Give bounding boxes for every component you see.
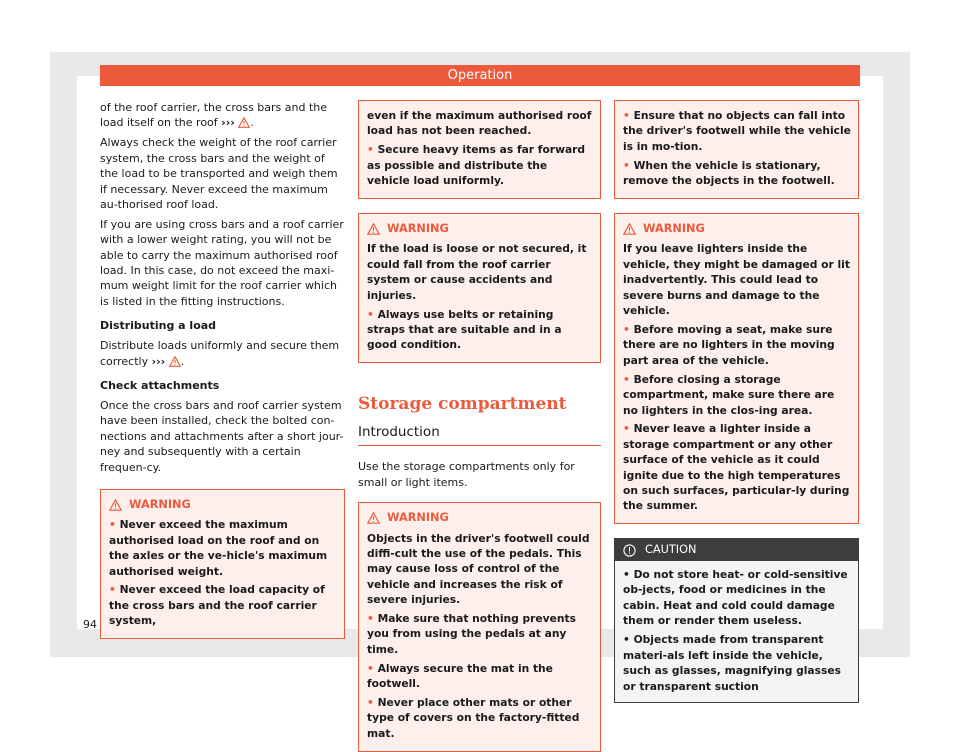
warning-box-continued bbox=[358, 100, 601, 199]
paragraph: If you are using cross bars and a roof carrier with a lower weight rating, you will not be able to carry the maximum authorised roof load. In this case, do not exceed the maxi-mum weight limit for the roof carrier which is listed in the fitting instructions. bbox=[100, 217, 344, 308]
caution-circle-icon bbox=[623, 544, 636, 557]
section-subtitle: Introduction bbox=[358, 423, 601, 446]
warning-label: WARNING bbox=[387, 222, 449, 236]
warning-box-continued bbox=[614, 100, 859, 199]
bullet-item: • Objects made from transparent materi-als left inside the vehicle, such as glasses, magnifying glasses or transparent suction bbox=[623, 633, 841, 693]
warning-header bbox=[367, 221, 593, 236]
column-2 bbox=[358, 100, 601, 752]
bullet-icon: • bbox=[367, 661, 378, 675]
bullet-icon: • bbox=[367, 696, 378, 710]
bullet-item: • Never place other mats or other type of covers on the factory-fitted mat. bbox=[367, 696, 580, 740]
warning-label: WARNING bbox=[387, 511, 449, 525]
bullet-item: • Never exceed the load capacity of the cross bars and the roof carrier system, bbox=[109, 583, 325, 628]
cross-reference-arrows: ››› bbox=[221, 116, 235, 130]
paragraph: Use the storage compartments only for small or light items. bbox=[358, 460, 575, 489]
warning-label: WARNING bbox=[643, 222, 705, 236]
warning-triangle-icon bbox=[367, 512, 380, 524]
paragraph: Always check the weight of the roof carrier system, the cross bars and the weight of the load to be transported and weigh them if necessary. Never exceed the maximum au-thorised roof load. bbox=[100, 136, 338, 211]
page-header: Operation bbox=[100, 65, 860, 86]
page-number: 94 bbox=[83, 618, 97, 631]
warning-triangle-icon bbox=[367, 223, 380, 235]
paragraph: even if the maximum authorised roof load has not been reached. bbox=[367, 109, 592, 138]
bullet-icon: • bbox=[623, 158, 634, 172]
column-3 bbox=[614, 100, 859, 703]
column-1 bbox=[100, 100, 345, 639]
bullet-item: • Before moving a seat, make sure there are no lighters in the moving part area of the vehicle. bbox=[623, 322, 835, 367]
bullet-icon: • bbox=[367, 612, 378, 626]
bullet-icon: • bbox=[623, 109, 634, 122]
paragraph: of the roof carrier, the cross bars and the load itself on the roof ››› . bbox=[100, 101, 328, 130]
cross-reference-arrows: ››› bbox=[151, 354, 166, 368]
bullet-icon: • bbox=[367, 307, 378, 321]
bullet-item: • Ensure that no objects can fall into the driver's footwell while the vehicle is in mo-tion. bbox=[623, 109, 851, 153]
bullet-icon: • bbox=[623, 372, 634, 386]
bullet-item: • Do not store heat- or cold-sensitive ob-jects, food or medicines in the cabin. Heat and cold could damage them or render them useless. bbox=[623, 567, 848, 627]
bullet-item: • Never exceed the maximum authorised load on the roof and on the axles or the ve-hicle's maximum authorised weight. bbox=[109, 518, 328, 578]
bullet-item: • When the vehicle is stationary, remove the objects in the footwell. bbox=[623, 158, 835, 188]
warning-header bbox=[623, 221, 851, 236]
warning-box bbox=[614, 213, 859, 524]
section-title: Storage compartment bbox=[358, 394, 567, 415]
paragraph: If the load is loose or not secured, it could fall from the roof carrier system or cause accidents and injuries. bbox=[367, 242, 587, 302]
caution-box bbox=[614, 538, 859, 703]
paragraph: Objects in the driver's footwell could diffi-cult the use of the pedals. This may cause loss of control of the vehicle and increases the risk of severe injuries. bbox=[367, 531, 590, 607]
bullet-item: • Never leave a lighter inside a storage compartment or any other surface of the vehicle as it could ignite due to the high temperatures on such surfaces, particular-ly during the summer. bbox=[623, 422, 850, 513]
paragraph: If you leave lighters inside the vehicle, they might be damaged or lit inadvertently. This could lead to severe burns and damage to the vehicle. bbox=[623, 242, 850, 318]
caution-label: CAUTION bbox=[645, 543, 697, 557]
bullet-item: • Always use belts or retaining straps that are suitable and in a good condition. bbox=[367, 307, 562, 352]
subheading: Distributing a load bbox=[100, 319, 217, 333]
warning-triangle-icon bbox=[623, 223, 636, 235]
caution-header bbox=[615, 539, 858, 560]
warning-triangle-icon bbox=[238, 117, 250, 128]
bullet-icon: • bbox=[623, 322, 634, 336]
paragraph: Once the cross bars and roof carrier system have been installed, check the bolted con-nections and attachments after a short jour-ney and subsequently with a certain frequen-cy. bbox=[100, 398, 344, 474]
bullet-icon: • bbox=[623, 633, 634, 647]
paragraph: Distribute loads uniformly and secure them correctly ››› . bbox=[100, 339, 340, 368]
warning-header bbox=[367, 510, 593, 525]
bullet-icon: • bbox=[623, 567, 634, 581]
bullet-item: • Make sure that nothing prevents you from using the pedals at any time. bbox=[367, 612, 576, 656]
warning-triangle-icon bbox=[169, 356, 181, 367]
warning-label: WARNING bbox=[129, 497, 191, 511]
warning-box bbox=[358, 502, 601, 752]
warning-box bbox=[358, 213, 601, 363]
subheading: Check attachments bbox=[100, 379, 220, 392]
bullet-item: • Always secure the mat in the footwell. bbox=[367, 661, 553, 691]
bullet-icon: • bbox=[623, 422, 634, 436]
caution-body bbox=[615, 561, 858, 702]
bullet-icon: • bbox=[109, 583, 120, 597]
bullet-icon: • bbox=[367, 143, 378, 157]
warning-header bbox=[109, 497, 337, 512]
bullet-item: • Secure heavy items as far forward as possible and distribute the vehicle load uniformly. bbox=[367, 143, 586, 188]
bullet-icon: • bbox=[109, 518, 120, 532]
warning-triangle-icon bbox=[109, 499, 122, 511]
warning-box bbox=[100, 489, 345, 639]
bullet-item: • Before closing a storage compartment, make sure there are no lighters in the clos-ing area. bbox=[623, 372, 835, 417]
